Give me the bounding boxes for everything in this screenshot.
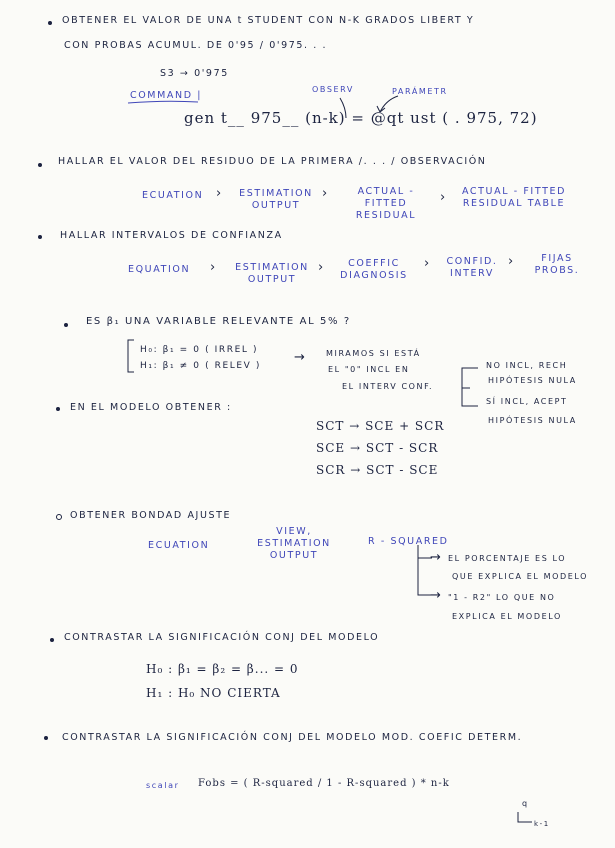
s4-h0: H₀: β₁ = 0 ( IRREL ) [140, 345, 259, 355]
s8-prefix: scalar [146, 781, 180, 790]
bullet-2 [38, 163, 42, 167]
s4-mid-1: MIRAMOS SI ESTÁ [326, 349, 421, 358]
s5-eq-3: SCR → SCT - SCE [316, 463, 439, 477]
arrow-right-icon: → [430, 588, 441, 603]
bullet-3 [38, 235, 42, 239]
s8-frac-den: k-1 [534, 820, 550, 828]
s3-step-4: CONFID. INTERV [446, 256, 498, 279]
s8-title: CONTRASTAR LA SIGNIFICACIÓN CONJ DEL MODELO MOD. COEFIC DETERM. [62, 732, 523, 743]
s6-out2-a: "1 - R2" LO QUE NO [448, 593, 556, 602]
arrow-right-icon: → [294, 350, 305, 365]
arrow-icon: › [210, 260, 216, 275]
bullet-4 [64, 323, 68, 327]
s4-out1-a: NO INCL, RECH [486, 361, 568, 370]
s6-step-1: ECUATION [148, 540, 210, 551]
s5-eq-2: SCE → SCT - SCR [316, 441, 439, 455]
s3-step-5: FIJAS PROBS. [534, 253, 580, 276]
bullet-7 [50, 638, 54, 642]
s1-line2: CON PROBAS ACUMUL. DE 0'95 / 0'975. . . [64, 40, 328, 51]
s3-step-3: COEFFIC DIAGNOSIS [340, 258, 408, 281]
s7-h0: H₀ : β₁ = β₂ = β... = 0 [146, 662, 299, 676]
arrow-icon: › [216, 186, 222, 201]
arrow-icon: › [322, 186, 328, 201]
s3-title: HALLAR INTERVALOS DE CONFIANZA [60, 230, 283, 241]
s4-out2-b: HIPÓTESIS NULA [488, 416, 577, 425]
s2-step-2: ESTIMATION OUTPUT [239, 188, 313, 211]
s7-title: CONTRASTAR LA SIGNIFICACIÓN CONJ DEL MODELO [64, 632, 380, 643]
arrow-icon: › [508, 254, 514, 269]
observ-label: OBSERV [312, 85, 354, 94]
s1-note: S3 → 0'975 [160, 68, 229, 79]
s4-mid-2: EL "0" INCL EN [328, 365, 410, 374]
s6-out2-b: EXPLICA EL MODELO [452, 612, 562, 621]
arrow-icon: › [424, 256, 430, 271]
s3-step-1: EQUATION [128, 264, 191, 275]
s4-out2-a: SÍ INCL, ACEPT [486, 397, 568, 406]
arrow-icon: › [440, 190, 446, 205]
s8-frac-num: q [522, 799, 529, 808]
param-label: PARÁMETR [392, 87, 448, 96]
bullet-1 [48, 21, 52, 25]
command-text: gen t__ 975__ (n-k) = @qt ust ( . 975, 72) [184, 109, 538, 127]
bullet-8 [44, 736, 48, 740]
s4-mid-3: EL INTERV CONF. [342, 382, 434, 391]
bullet-5 [56, 407, 60, 411]
s7-h1: H₁ : H₀ NO CIERTA [146, 686, 281, 700]
s5-title: EN EL MODELO OBTENER : [70, 402, 232, 413]
s6-out1-b: QUE EXPLICA EL MODELO [452, 572, 589, 581]
arrow-icon: › [318, 260, 324, 275]
s2-step-3: ACTUAL - FITTED RESIDUAL [355, 186, 417, 221]
s1-line1: OBTENER EL VALOR DE UNA t STUDENT CON N-K GRADOS LIBERT Y [62, 15, 475, 26]
s6-title: OBTENER BONDAD AJUSTE [70, 510, 232, 521]
s4-question: ES β₁ UNA VARIABLE RELEVANTE AL 5% ? [86, 316, 351, 327]
s6-out1-a: EL PORCENTAJE ES LO [448, 554, 567, 563]
s2-step-1: ECUATION [142, 190, 204, 201]
s6-step-2: VIEW, ESTIMATION OUTPUT [257, 526, 331, 561]
bullet-6 [56, 514, 62, 520]
command-label: COMMAND | [130, 90, 203, 101]
s2-step-4: ACTUAL - FITTED RESIDUAL TABLE [461, 186, 566, 209]
s5-eq-1: SCT → SCE + SCR [316, 419, 445, 433]
s3-step-2: ESTIMATION OUTPUT [235, 262, 309, 285]
s6-step-3: R - SQUARED [368, 536, 449, 547]
s2-title: HALLAR EL VALOR DEL RESIDUO DE LA PRIMERA /. . . / OBSERVACIÓN [58, 156, 487, 167]
s4-h1: H₁: β₁ ≠ 0 ( RELEV ) [140, 361, 262, 371]
arrow-right-icon: → [430, 550, 441, 565]
s4-out1-b: HIPÓTESIS NULA [488, 376, 577, 385]
s8-formula: Fobs = ( R-squared / 1 - R-squared ) * n-k [198, 778, 450, 789]
